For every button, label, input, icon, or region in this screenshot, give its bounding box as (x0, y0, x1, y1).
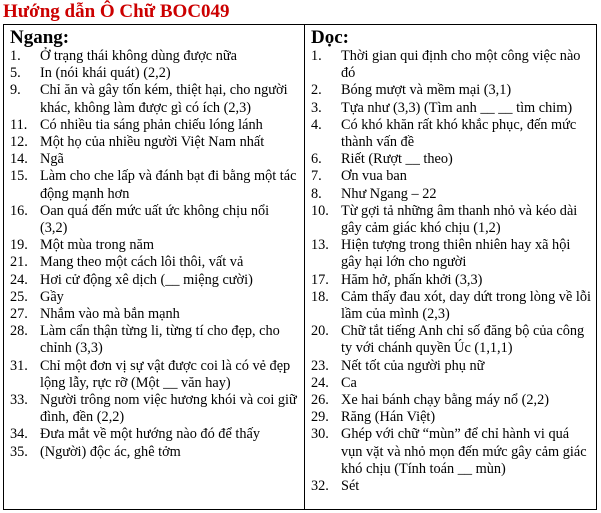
down-clue (311, 289, 592, 323)
clue-number: 3. (311, 99, 322, 116)
clue-text: Ngã (40, 151, 64, 168)
clue-number: 14. (10, 151, 28, 168)
clue-number: 25. (10, 288, 28, 305)
clue-number: 5. (10, 65, 21, 82)
clue-number: 18. (311, 288, 329, 305)
down-clue (311, 272, 592, 289)
clue-text: Từ gợi tả những âm thanh nhỏ và kéo dài gây cảm giác khó chịu (1,2) (341, 202, 578, 237)
clue-text: Chữ tắt tiếng Anh chỉ số đăng bộ của công ty với chánh quyền Úc (1,1,1) (341, 323, 585, 357)
down-clue (311, 203, 592, 237)
clue-number: 1. (311, 48, 322, 64)
clue-text: Chỉ một đơn vị sự vật được coi là có vẻ đẹp lộng lẫy, rực rỡ (Một __ văn hay) (40, 357, 291, 391)
down-clue (311, 478, 592, 495)
down-clue (311, 358, 592, 375)
clue-number: 34. (10, 426, 28, 443)
across-clue (10, 82, 300, 116)
clue-text: Bóng mượt và mềm mại (3,1) (341, 82, 512, 99)
down-clue (311, 82, 592, 99)
clue-text: Ơn vua ban (341, 168, 407, 185)
clue-text: Đưa mắt về một hướng nào đó để thấy (40, 426, 260, 443)
clue-text: Xe hai bánh chạy bằng máy nổ (2,2) (341, 392, 550, 409)
clue-text: Cảm thấy đau xót, day dứt trong lòng về lỗi lầm của mình (2,3) (341, 288, 591, 323)
across-clue (10, 254, 300, 271)
down-clue (311, 151, 592, 168)
clue-text: Một mùa trong năm (40, 237, 154, 254)
clue-text: Riết (Rượt __ theo) (341, 151, 453, 168)
clue-number: 4. (311, 116, 322, 133)
clue-number: 8. (311, 185, 322, 202)
page-title: Hướng dẫn Ô Chữ BOC049 (3, 1, 230, 22)
down-clue (311, 409, 592, 426)
clue-text: Một họ của nhiều người Việt Nam nhất (40, 134, 265, 151)
clue-text: Có khó khăn rất khó khắc phục, đến mức thành vấn đề (341, 116, 577, 151)
down-clue (311, 323, 592, 357)
clue-number: 23. (311, 357, 329, 374)
clue-number: 26. (311, 392, 329, 409)
across-clue (10, 358, 300, 392)
clue-text: Chỉ ăn và gây tốn kém, thiệt hại, cho người khác, không làm được gì có ích (2,3) (40, 82, 288, 116)
clue-number: 6. (311, 151, 322, 168)
down-clue-list (311, 48, 592, 495)
clue-number: 24. (311, 374, 329, 391)
down-clue (311, 48, 592, 82)
clue-text: Ghép với chữ “mùn” để chỉ hành vi quá vụn vặt và nhỏ mọn đến mức gây cảm giác khó chịu (Tính toán __ mùn) (341, 426, 587, 477)
clue-text: Tựa như (3,3) (Tìm anh __ __ tìm chim) (341, 99, 573, 116)
clue-number: 35. (10, 443, 28, 460)
clue-text: Như Ngang – 22 (341, 185, 437, 202)
clue-number: 32. (311, 478, 329, 495)
clue-text: Oan quá đến mức uất ức không chịu nổi (3,2) (40, 202, 270, 237)
down-column (305, 25, 596, 509)
down-clue (311, 392, 592, 409)
across-clue (10, 392, 300, 426)
across-clue (10, 237, 300, 254)
clue-text: Hăm hở, phấn khởi (3,3) (341, 271, 483, 288)
clue-text: Có nhiều tia sáng phản chiếu lóng lánh (40, 116, 263, 133)
clue-table (3, 24, 597, 510)
clue-number: 15. (10, 168, 28, 185)
clue-text: (Người) độc ác, ghê tởm (40, 443, 181, 460)
clue-text: In (nói khái quát) (2,2) (40, 65, 171, 82)
across-column (4, 25, 305, 509)
across-clue (10, 65, 300, 82)
clue-text: Nết tốt của người phụ nữ (341, 357, 485, 374)
clue-number: 21. (10, 254, 28, 271)
across-clue (10, 426, 300, 443)
clue-text: Ở trạng thái không dùng được nữa (40, 48, 237, 64)
down-clue (311, 168, 592, 185)
clue-number: 33. (10, 392, 28, 409)
down-clue (311, 375, 592, 392)
across-clue-list (10, 48, 300, 461)
down-heading: Dọc: (311, 27, 349, 48)
clue-text: Làm cho che lấp và đánh bạt đi bằng một tác động mạnh hơn (40, 168, 297, 202)
clue-text: Răng (Hán Việt) (341, 409, 436, 426)
clue-number: 31. (10, 357, 28, 374)
clue-number: 11. (10, 116, 28, 133)
clue-text: Hơi cử động xê dịch (__ miệng cười) (40, 271, 253, 288)
clue-number: 28. (10, 323, 28, 340)
clue-number: 16. (10, 202, 28, 219)
clue-number: 1. (10, 48, 21, 64)
clue-text: Người trông nom việc hương khói và coi giữ đình, đền (2,2) (40, 392, 297, 426)
clue-number: 2. (311, 82, 322, 99)
across-clue (10, 48, 300, 65)
clue-text: Sét (341, 478, 360, 495)
clue-number: 29. (311, 409, 329, 426)
clue-text: Mang theo một cách lôi thôi, vất vả (40, 254, 244, 271)
down-clue (311, 426, 592, 478)
clue-text: Hiện tượng trong thiên nhiên hay xã hội gây hại lớn cho người (341, 237, 571, 271)
clue-number: 19. (10, 237, 28, 254)
clue-number: 24. (10, 271, 28, 288)
clue-number: 27. (10, 306, 28, 323)
down-clue (311, 100, 592, 117)
across-clue (10, 306, 300, 323)
across-clue (10, 168, 300, 202)
clue-number: 20. (311, 323, 329, 340)
across-clue (10, 151, 300, 168)
down-clue (311, 186, 592, 203)
down-clue (311, 237, 592, 271)
clue-text: Ca (341, 374, 357, 391)
clue-text: Nhắm vào mà bắn mạnh (40, 306, 180, 323)
across-clue (10, 444, 300, 461)
clue-number: 9. (10, 82, 21, 99)
clue-number: 12. (10, 134, 28, 151)
across-clue (10, 323, 300, 357)
clue-number: 17. (311, 271, 329, 288)
across-clue (10, 272, 300, 289)
across-clue (10, 117, 300, 134)
across-clue (10, 203, 300, 237)
clue-number: 30. (311, 426, 329, 443)
clue-text: Gầy (40, 288, 64, 305)
across-clue (10, 134, 300, 151)
clue-text: Thời gian qui định cho một công việc nào đó (341, 48, 581, 82)
across-clue (10, 289, 300, 306)
clue-number: 13. (311, 237, 329, 254)
clue-number: 7. (311, 168, 322, 185)
clue-text: Làm cẩn thận từng li, từng tí cho đẹp, cho chỉnh (3,3) (40, 323, 280, 357)
down-clue (311, 117, 592, 151)
clue-number: 10. (311, 202, 329, 219)
across-heading: Ngang: (10, 27, 70, 48)
